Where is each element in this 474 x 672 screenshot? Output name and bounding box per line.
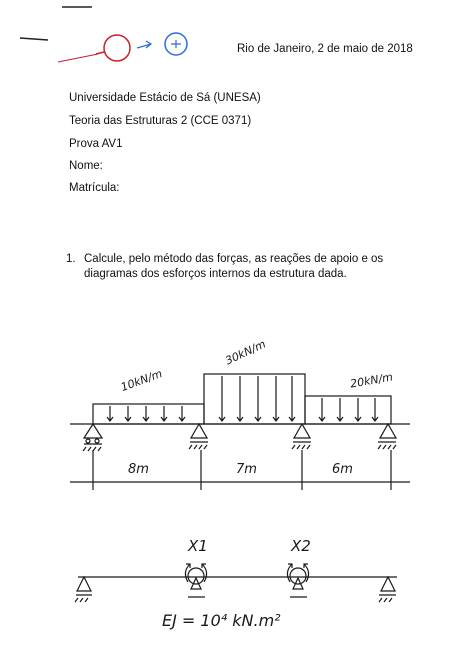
course-name: Teoria das Estruturas 2 (CCE 0371) <box>69 115 252 127</box>
id-label: Matrícula: <box>69 182 120 194</box>
support-d2 <box>379 577 396 602</box>
exam-title: Prova AV1 <box>69 138 123 150</box>
name-label: Nome: <box>69 160 103 172</box>
redundant-label-2: X2 <box>291 537 311 555</box>
support-c2 <box>287 564 308 597</box>
date-line: Rio de Janeiro, 2 de maio de 2018 <box>237 43 413 55</box>
load-block-3 <box>305 396 391 424</box>
support-b2 <box>185 564 206 597</box>
stiffness-label: EJ = 10⁴ kN.m² <box>162 611 281 630</box>
load-block-2 <box>204 374 305 424</box>
span-label-3: 6m <box>332 462 353 477</box>
beam-primary <box>75 564 397 602</box>
load-label-2: 30kN/m <box>223 337 268 368</box>
question-line-2: diagramas dos esforços internos da estrutura dada. <box>84 268 347 280</box>
load-label-1: 10kN/m <box>119 367 164 394</box>
span-label-1: 8m <box>128 462 149 477</box>
left-dash-mark <box>20 38 48 40</box>
redundant-label-1: X1 <box>188 537 208 555</box>
span-label-2: 7m <box>236 462 257 477</box>
question-line-1: Calcule, pelo método das forças, as reações de apoio e os <box>84 253 384 265</box>
support-a <box>83 424 102 451</box>
question-number: 1. <box>66 253 76 265</box>
support-d <box>378 424 396 449</box>
support-a2 <box>75 577 92 602</box>
grade-marks <box>58 33 187 62</box>
load-label-3: 20kN/m <box>349 370 394 391</box>
university-name: Universidade Estácio de Sá (UNESA) <box>69 92 261 104</box>
support-c <box>292 424 311 449</box>
support-b <box>189 424 208 449</box>
